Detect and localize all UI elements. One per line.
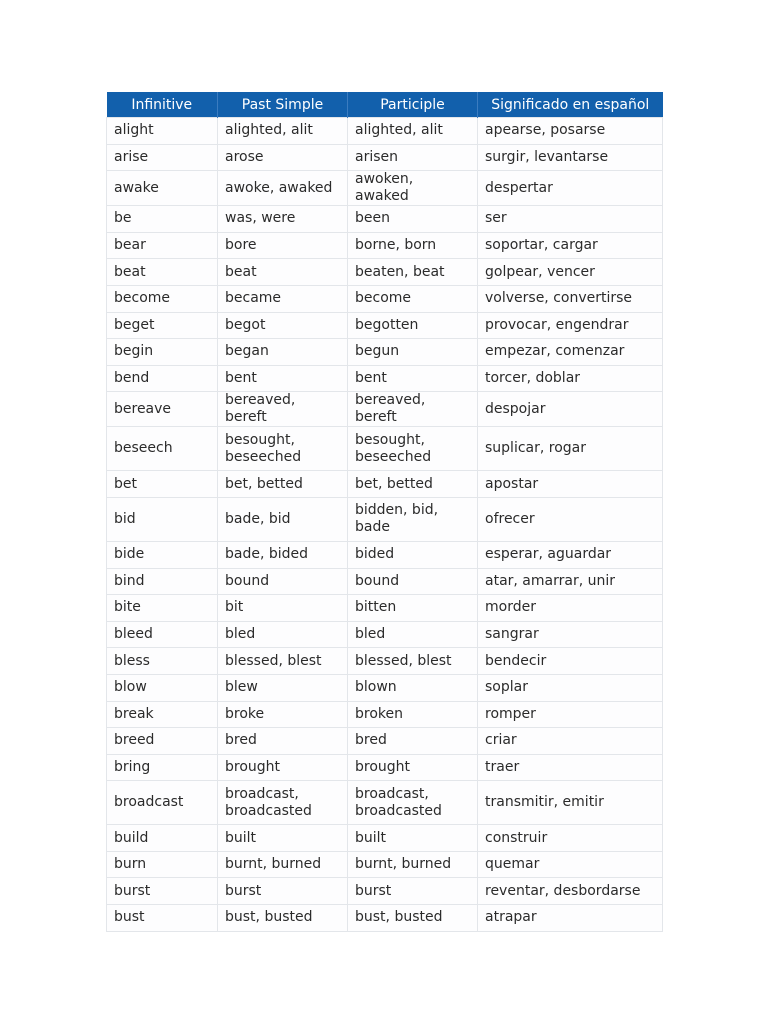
- cell-past-simple: bade, bided: [218, 541, 348, 568]
- cell-infinitive: be: [107, 206, 218, 233]
- table-row: [107, 232, 663, 259]
- cell-spanish-meaning: torcer, doblar: [478, 365, 663, 392]
- table-row: [107, 259, 663, 286]
- cell-past-simple: built: [218, 825, 348, 852]
- cell-spanish-meaning: atar, amarrar, unir: [478, 568, 663, 595]
- cell-spanish-meaning: empezar, comenzar: [478, 339, 663, 366]
- cell-past-simple: bent: [218, 365, 348, 392]
- cell-past-simple: bore: [218, 232, 348, 259]
- cell-participle: beaten, beat: [348, 259, 478, 286]
- cell-infinitive: build: [107, 825, 218, 852]
- cell-past-simple: bound: [218, 568, 348, 595]
- cell-infinitive: beseech: [107, 427, 218, 471]
- cell-participle: been: [348, 206, 478, 233]
- cell-spanish-meaning: reventar, desbordarse: [478, 878, 663, 905]
- cell-infinitive: bend: [107, 365, 218, 392]
- cell-spanish-meaning: criar: [478, 728, 663, 755]
- cell-participle: borne, born: [348, 232, 478, 259]
- cell-past-simple: broadcast, broadcasted: [218, 781, 348, 825]
- cell-past-simple: broke: [218, 701, 348, 728]
- cell-participle: bided: [348, 541, 478, 568]
- cell-spanish-meaning: soplar: [478, 674, 663, 701]
- table-row: [107, 365, 663, 392]
- cell-participle: bitten: [348, 595, 478, 622]
- cell-participle: bet, betted: [348, 471, 478, 498]
- table-row: [107, 621, 663, 648]
- table-row: [107, 728, 663, 755]
- cell-past-simple: bade, bid: [218, 497, 348, 541]
- cell-past-simple: bust, busted: [218, 905, 348, 932]
- cell-infinitive: bring: [107, 754, 218, 781]
- cell-participle: bust, busted: [348, 905, 478, 932]
- cell-spanish-meaning: bendecir: [478, 648, 663, 675]
- cell-spanish-meaning: traer: [478, 754, 663, 781]
- cell-participle: begotten: [348, 312, 478, 339]
- cell-infinitive: breed: [107, 728, 218, 755]
- cell-participle: burst: [348, 878, 478, 905]
- cell-past-simple: was, were: [218, 206, 348, 233]
- cell-spanish-meaning: volverse, convertirse: [478, 285, 663, 312]
- cell-past-simple: became: [218, 285, 348, 312]
- cell-spanish-meaning: provocar, engendrar: [478, 312, 663, 339]
- table-row: [107, 568, 663, 595]
- table-row: [107, 701, 663, 728]
- cell-participle: built: [348, 825, 478, 852]
- table-row: [107, 851, 663, 878]
- cell-past-simple: bit: [218, 595, 348, 622]
- cell-infinitive: blow: [107, 674, 218, 701]
- cell-infinitive: awake: [107, 171, 218, 206]
- cell-infinitive: bid: [107, 497, 218, 541]
- cell-participle: bidden, bid, bade: [348, 497, 478, 541]
- cell-infinitive: bet: [107, 471, 218, 498]
- cell-participle: bred: [348, 728, 478, 755]
- cell-participle: burnt, burned: [348, 851, 478, 878]
- header-row: [107, 92, 663, 118]
- table-header: [107, 92, 663, 118]
- table-row: [107, 497, 663, 541]
- cell-spanish-meaning: suplicar, rogar: [478, 427, 663, 471]
- cell-infinitive: bide: [107, 541, 218, 568]
- cell-participle: brought: [348, 754, 478, 781]
- cell-infinitive: broadcast: [107, 781, 218, 825]
- table-row: [107, 905, 663, 932]
- cell-participle: awoken, awaked: [348, 171, 478, 206]
- cell-past-simple: bled: [218, 621, 348, 648]
- cell-past-simple: blessed, blest: [218, 648, 348, 675]
- cell-spanish-meaning: apearse, posarse: [478, 118, 663, 145]
- table-row: [107, 648, 663, 675]
- table-row: [107, 541, 663, 568]
- cell-past-simple: blew: [218, 674, 348, 701]
- table-row: [107, 427, 663, 471]
- table-row: [107, 595, 663, 622]
- table-row: [107, 144, 663, 171]
- cell-infinitive: become: [107, 285, 218, 312]
- cell-spanish-meaning: despojar: [478, 392, 663, 427]
- header-past-simple: Past Simple: [218, 92, 348, 118]
- cell-participle: bent: [348, 365, 478, 392]
- cell-infinitive: begin: [107, 339, 218, 366]
- cell-spanish-meaning: morder: [478, 595, 663, 622]
- cell-spanish-meaning: atrapar: [478, 905, 663, 932]
- cell-past-simple: began: [218, 339, 348, 366]
- cell-spanish-meaning: ofrecer: [478, 497, 663, 541]
- cell-spanish-meaning: romper: [478, 701, 663, 728]
- table-row: [107, 781, 663, 825]
- cell-participle: become: [348, 285, 478, 312]
- cell-participle: arisen: [348, 144, 478, 171]
- cell-past-simple: alighted, alit: [218, 118, 348, 145]
- cell-spanish-meaning: ser: [478, 206, 663, 233]
- cell-spanish-meaning: construir: [478, 825, 663, 852]
- cell-infinitive: bereave: [107, 392, 218, 427]
- table-body: [107, 118, 663, 932]
- cell-participle: besought, beseeched: [348, 427, 478, 471]
- cell-infinitive: break: [107, 701, 218, 728]
- table-row: [107, 312, 663, 339]
- table-row: [107, 674, 663, 701]
- cell-past-simple: begot: [218, 312, 348, 339]
- cell-spanish-meaning: soportar, cargar: [478, 232, 663, 259]
- table-row: [107, 825, 663, 852]
- cell-infinitive: bust: [107, 905, 218, 932]
- cell-past-simple: awoke, awaked: [218, 171, 348, 206]
- cell-participle: bound: [348, 568, 478, 595]
- cell-infinitive: beat: [107, 259, 218, 286]
- cell-spanish-meaning: golpear, vencer: [478, 259, 663, 286]
- table-row: [107, 171, 663, 206]
- header-spanish-meaning: Significado en español: [478, 92, 663, 118]
- cell-past-simple: bereaved, bereft: [218, 392, 348, 427]
- header-participle: Participle: [348, 92, 478, 118]
- cell-past-simple: beat: [218, 259, 348, 286]
- cell-participle: bled: [348, 621, 478, 648]
- cell-past-simple: arose: [218, 144, 348, 171]
- table-row: [107, 392, 663, 427]
- cell-participle: bereaved, bereft: [348, 392, 478, 427]
- cell-participle: broken: [348, 701, 478, 728]
- cell-participle: alighted, alit: [348, 118, 478, 145]
- cell-spanish-meaning: surgir, levantarse: [478, 144, 663, 171]
- cell-participle: blown: [348, 674, 478, 701]
- table-row: [107, 285, 663, 312]
- cell-participle: blessed, blest: [348, 648, 478, 675]
- cell-infinitive: bless: [107, 648, 218, 675]
- cell-past-simple: besought, beseeched: [218, 427, 348, 471]
- cell-spanish-meaning: transmitir, emitir: [478, 781, 663, 825]
- cell-past-simple: bred: [218, 728, 348, 755]
- cell-past-simple: burst: [218, 878, 348, 905]
- cell-spanish-meaning: despertar: [478, 171, 663, 206]
- cell-spanish-meaning: esperar, aguardar: [478, 541, 663, 568]
- cell-infinitive: burst: [107, 878, 218, 905]
- cell-past-simple: burnt, burned: [218, 851, 348, 878]
- cell-infinitive: beget: [107, 312, 218, 339]
- cell-participle: begun: [348, 339, 478, 366]
- cell-spanish-meaning: apostar: [478, 471, 663, 498]
- cell-spanish-meaning: sangrar: [478, 621, 663, 648]
- cell-past-simple: bet, betted: [218, 471, 348, 498]
- cell-infinitive: arise: [107, 144, 218, 171]
- irregular-verbs-table: [106, 92, 663, 932]
- cell-infinitive: burn: [107, 851, 218, 878]
- table-row: [107, 754, 663, 781]
- table-row: [107, 339, 663, 366]
- cell-infinitive: bind: [107, 568, 218, 595]
- table-row: [107, 471, 663, 498]
- cell-infinitive: bite: [107, 595, 218, 622]
- cell-infinitive: bear: [107, 232, 218, 259]
- cell-past-simple: brought: [218, 754, 348, 781]
- header-infinitive: Infinitive: [107, 92, 218, 118]
- cell-infinitive: alight: [107, 118, 218, 145]
- cell-spanish-meaning: quemar: [478, 851, 663, 878]
- cell-infinitive: bleed: [107, 621, 218, 648]
- table-row: [107, 878, 663, 905]
- table-row: [107, 206, 663, 233]
- cell-participle: broadcast, broadcasted: [348, 781, 478, 825]
- table-row: [107, 118, 663, 145]
